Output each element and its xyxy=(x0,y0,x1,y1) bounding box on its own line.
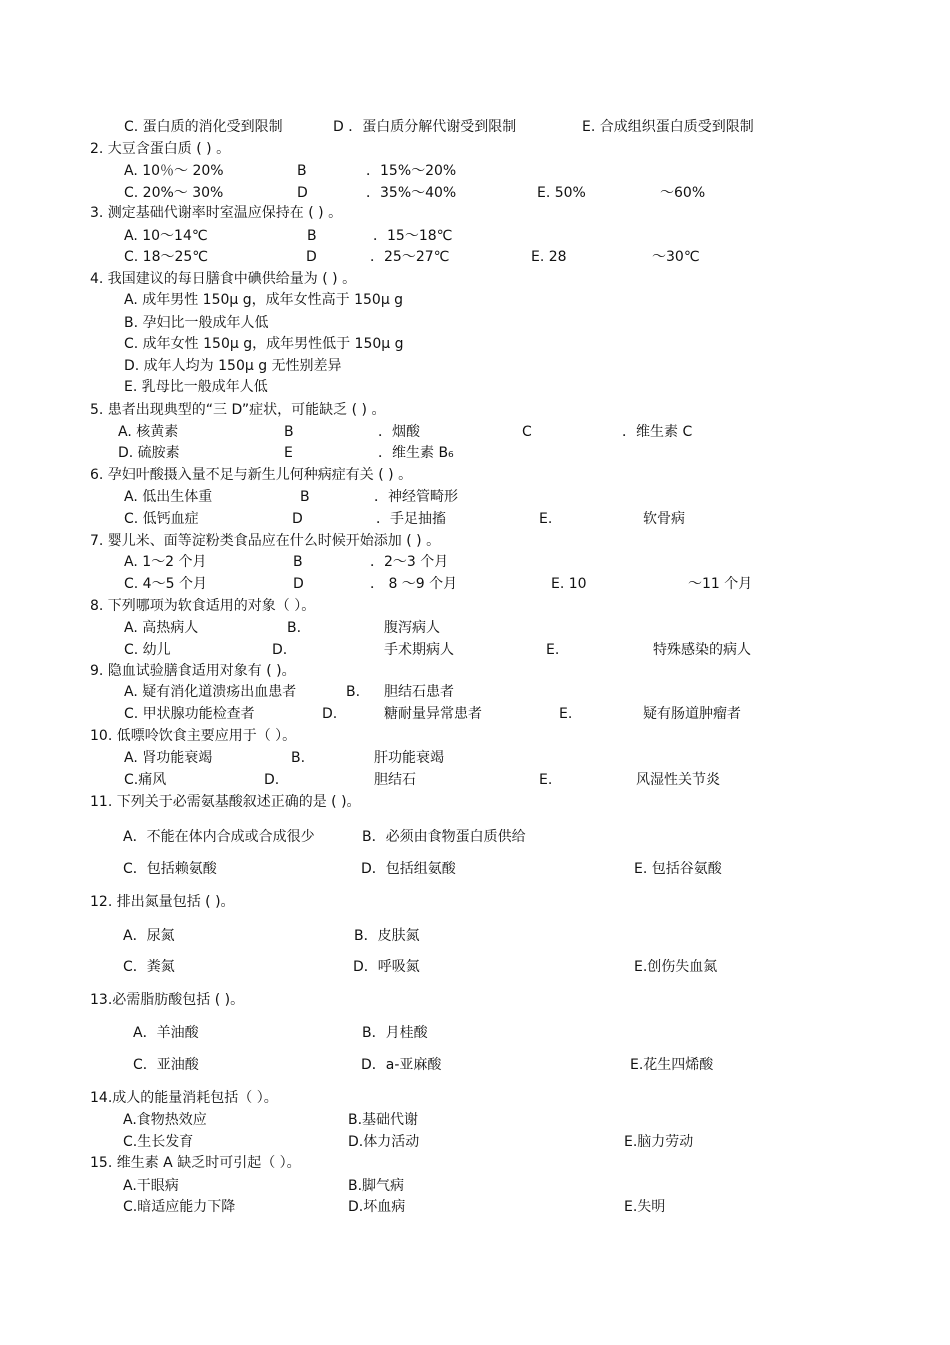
question-line xyxy=(0,726,950,746)
text-segment: 5. 患者出现典型的“三 D”症状，可能缺乏 ( ) 。 xyxy=(90,402,386,418)
option-line xyxy=(0,290,950,310)
text-segment: D xyxy=(293,576,304,592)
text-segment: 12. 排出氮量包括 ( )。 xyxy=(90,894,235,910)
text-segment: 9. 隐血试验膳食适用对象有 ( )。 xyxy=(90,663,296,679)
text-segment: B xyxy=(307,228,317,244)
text-segment: B xyxy=(284,424,294,440)
option-line xyxy=(0,618,950,638)
text-segment: B. xyxy=(291,750,306,766)
text-segment: B．必须由食物蛋白质供给 xyxy=(362,829,526,845)
text-segment: A. 1～2 个月 xyxy=(124,554,207,570)
text-segment: 特殊感染的病人 xyxy=(653,642,751,658)
text-segment: D.坏血病 xyxy=(348,1199,406,1215)
option-line xyxy=(0,1055,950,1075)
text-segment: C．粪氮 xyxy=(123,959,175,975)
text-segment: E.创伤失血氮 xyxy=(634,959,718,975)
option-line xyxy=(0,1197,950,1217)
option-line xyxy=(0,682,950,702)
option-line xyxy=(0,640,950,660)
option-line xyxy=(0,552,950,572)
option-line xyxy=(0,183,950,203)
text-segment: C xyxy=(522,424,532,440)
text-segment: E. 28 xyxy=(531,249,567,265)
text-segment: A. 核黄素 xyxy=(118,424,179,440)
text-segment: 8. 下列哪项为软食适用的对象（ ）。 xyxy=(90,598,316,614)
text-segment: A. 成年男性 150μ g，成年女性高于 150μ g xyxy=(124,292,404,308)
text-segment: ． 8 ～9 个月 xyxy=(370,576,458,592)
text-segment: 2. 大豆含蛋白质 ( ) 。 xyxy=(90,141,231,157)
text-segment: D. 硫胺素 xyxy=(118,445,180,461)
text-segment: A.食物热效应 xyxy=(123,1112,207,1128)
text-segment: C.暗适应能力下降 xyxy=(123,1199,236,1215)
option-line xyxy=(0,377,950,397)
text-segment: E. xyxy=(539,772,553,788)
text-segment: C. 蛋白质的消化受到限制 xyxy=(124,119,283,135)
text-segment: 14.成人的能量消耗包括（ ）。 xyxy=(90,1090,278,1106)
text-segment: D. xyxy=(272,642,288,658)
text-segment: C. 成年女性 150μ g，成年男性低于 150μ g xyxy=(124,336,404,352)
text-segment: 13.必需脂肪酸包括 ( )。 xyxy=(90,992,245,1008)
option-line xyxy=(0,1023,950,1043)
text-segment: B．皮肤氮 xyxy=(354,928,420,944)
option-line xyxy=(0,770,950,790)
text-segment: B xyxy=(297,163,307,179)
option-line xyxy=(0,926,950,946)
question-line xyxy=(0,1088,950,1108)
text-segment: D．呼吸氮 xyxy=(353,959,420,975)
text-segment: B xyxy=(300,489,310,505)
text-segment: B. 孕妇比一般成年人低 xyxy=(124,315,269,331)
text-segment: E. xyxy=(546,642,560,658)
text-segment: 10. 低嘌呤饮食主要应用于（ ）。 xyxy=(90,728,297,744)
text-segment: D．a-亚麻酸 xyxy=(361,1057,442,1073)
option-line xyxy=(0,226,950,246)
option-line xyxy=(0,356,950,376)
text-segment: ．2～3 个月 xyxy=(370,554,449,570)
text-segment: D ．蛋白质分解代谢受到限制 xyxy=(333,119,517,135)
text-segment: ．神经管畸形 xyxy=(374,489,458,505)
text-segment: A. 10～14℃ xyxy=(124,228,208,244)
text-segment: C. 4～5 个月 xyxy=(124,576,207,592)
text-segment: A. 高热病人 xyxy=(124,620,199,636)
question-line xyxy=(0,465,950,485)
text-segment: B.脚气病 xyxy=(348,1178,405,1194)
text-segment: E. 乳母比一般成年人低 xyxy=(124,379,268,395)
option-line xyxy=(0,161,950,181)
text-segment: A．尿氮 xyxy=(123,928,175,944)
text-segment: 疑有肠道肿瘤者 xyxy=(643,706,741,722)
question-line xyxy=(0,400,950,420)
text-segment: D. 成年人均为 150μ g 无性别差异 xyxy=(124,358,342,374)
question-line xyxy=(0,892,950,912)
text-segment: B. xyxy=(287,620,302,636)
text-segment: 腹泻病人 xyxy=(384,620,440,636)
text-segment: E. 10 xyxy=(551,576,587,592)
text-segment: D xyxy=(297,185,308,201)
text-segment: 3. 测定基础代谢率时室温应保持在 ( ) 。 xyxy=(90,205,343,221)
text-segment: D. xyxy=(264,772,280,788)
text-segment: B．月桂酸 xyxy=(362,1025,428,1041)
text-segment: B.基础代谢 xyxy=(348,1112,419,1128)
text-segment: A．羊油酸 xyxy=(133,1025,199,1041)
text-segment: E.花生四烯酸 xyxy=(630,1057,714,1073)
text-segment: ．25～27℃ xyxy=(370,249,450,265)
text-segment: D. xyxy=(322,706,338,722)
text-segment: 手术期病人 xyxy=(384,642,454,658)
option-line xyxy=(0,1110,950,1130)
text-segment: C. 18～25℃ xyxy=(124,249,209,265)
text-segment: ．15%～20% xyxy=(366,163,457,179)
text-segment: B xyxy=(293,554,303,570)
text-segment: D.体力活动 xyxy=(348,1134,420,1150)
text-segment: A. 肾功能衰竭 xyxy=(124,750,213,766)
text-segment: 糖耐量异常患者 xyxy=(384,706,482,722)
option-line xyxy=(0,509,950,529)
text-segment: A. 低出生体重 xyxy=(124,489,213,505)
text-segment: E. xyxy=(559,706,573,722)
text-segment: 胆结石 xyxy=(374,772,416,788)
text-segment: 4. 我国建议的每日膳食中碘供给量为 ( ) 。 xyxy=(90,271,357,287)
text-segment: E. 50% xyxy=(537,185,586,201)
text-segment: A. 疑有消化道溃疡出血患者 xyxy=(124,684,297,700)
text-segment: C.痛风 xyxy=(124,772,167,788)
option-line xyxy=(0,334,950,354)
text-segment: C.生长发育 xyxy=(123,1134,194,1150)
question-line xyxy=(0,661,950,681)
option-line xyxy=(0,422,950,442)
text-segment: E. xyxy=(539,511,553,527)
text-segment: C. 低钙血症 xyxy=(124,511,199,527)
question-line xyxy=(0,792,950,812)
text-segment: 胆结石患者 xyxy=(384,684,454,700)
text-segment: C．亚油酸 xyxy=(133,1057,199,1073)
text-segment: ．35%～40% xyxy=(366,185,457,201)
text-segment: 风湿性关节炎 xyxy=(636,772,720,788)
option-line xyxy=(0,443,950,463)
option-line xyxy=(0,704,950,724)
question-line xyxy=(0,139,950,159)
option-line xyxy=(0,574,950,594)
text-segment: ～30℃ xyxy=(652,249,700,265)
text-segment: E.脑力劳动 xyxy=(624,1134,694,1150)
text-segment: ．烟酸 xyxy=(378,424,420,440)
question-line xyxy=(0,1153,950,1173)
text-segment: E. 包括谷氨酸 xyxy=(634,861,722,877)
text-segment: ．维生素 C xyxy=(622,424,693,440)
text-segment: ～11 个月 xyxy=(688,576,753,592)
question-line xyxy=(0,596,950,616)
option-line xyxy=(0,1176,950,1196)
text-segment: D．包括组氨酸 xyxy=(361,861,456,877)
text-segment: E xyxy=(284,445,293,461)
text-segment: C. 甲状腺功能检查者 xyxy=(124,706,255,722)
option-line xyxy=(0,247,950,267)
option-line xyxy=(0,313,950,333)
text-segment: 肝功能衰竭 xyxy=(374,750,444,766)
text-segment: 15. 维生素 A 缺乏时可引起（ ）。 xyxy=(90,1155,301,1171)
text-segment: D xyxy=(306,249,317,265)
text-segment: D xyxy=(292,511,303,527)
text-segment: E.失明 xyxy=(624,1199,666,1215)
option-line xyxy=(0,748,950,768)
text-segment: ～60% xyxy=(660,185,706,201)
text-segment: 11. 下列关于必需氨基酸叙述正确的是 ( )。 xyxy=(90,794,361,810)
question-line xyxy=(0,203,950,223)
text-segment: A.干眼病 xyxy=(123,1178,179,1194)
option-line xyxy=(0,827,950,847)
text-segment: 6. 孕妇叶酸摄入量不足与新生儿何种病症有关 ( ) 。 xyxy=(90,467,413,483)
text-segment: ．维生素 B₆ xyxy=(378,445,454,461)
option-line xyxy=(0,1132,950,1152)
question-line xyxy=(0,269,950,289)
text-segment: C. 20%～ 30% xyxy=(124,185,224,201)
text-segment: A. 10％～ 20% xyxy=(124,163,224,179)
text-segment: B. xyxy=(346,684,361,700)
option-line xyxy=(0,859,950,879)
question-line xyxy=(0,990,950,1010)
option-line xyxy=(0,487,950,507)
text-segment: E. 合成组织蛋白质受到限制 xyxy=(582,119,754,135)
text-segment: A．不能在体内合成或合成很少 xyxy=(123,829,315,845)
text-segment: 软骨病 xyxy=(643,511,685,527)
option-line xyxy=(0,117,950,137)
text-segment: ．15～18℃ xyxy=(373,228,453,244)
text-segment: 7. 婴儿米、面等淀粉类食品应在什么时候开始添加 ( ) 。 xyxy=(90,533,441,549)
question-line xyxy=(0,531,950,551)
text-segment: ．手足抽搐 xyxy=(376,511,446,527)
text-segment: C. 幼儿 xyxy=(124,642,171,658)
text-segment: C．包括赖氨酸 xyxy=(123,861,217,877)
option-line xyxy=(0,957,950,977)
